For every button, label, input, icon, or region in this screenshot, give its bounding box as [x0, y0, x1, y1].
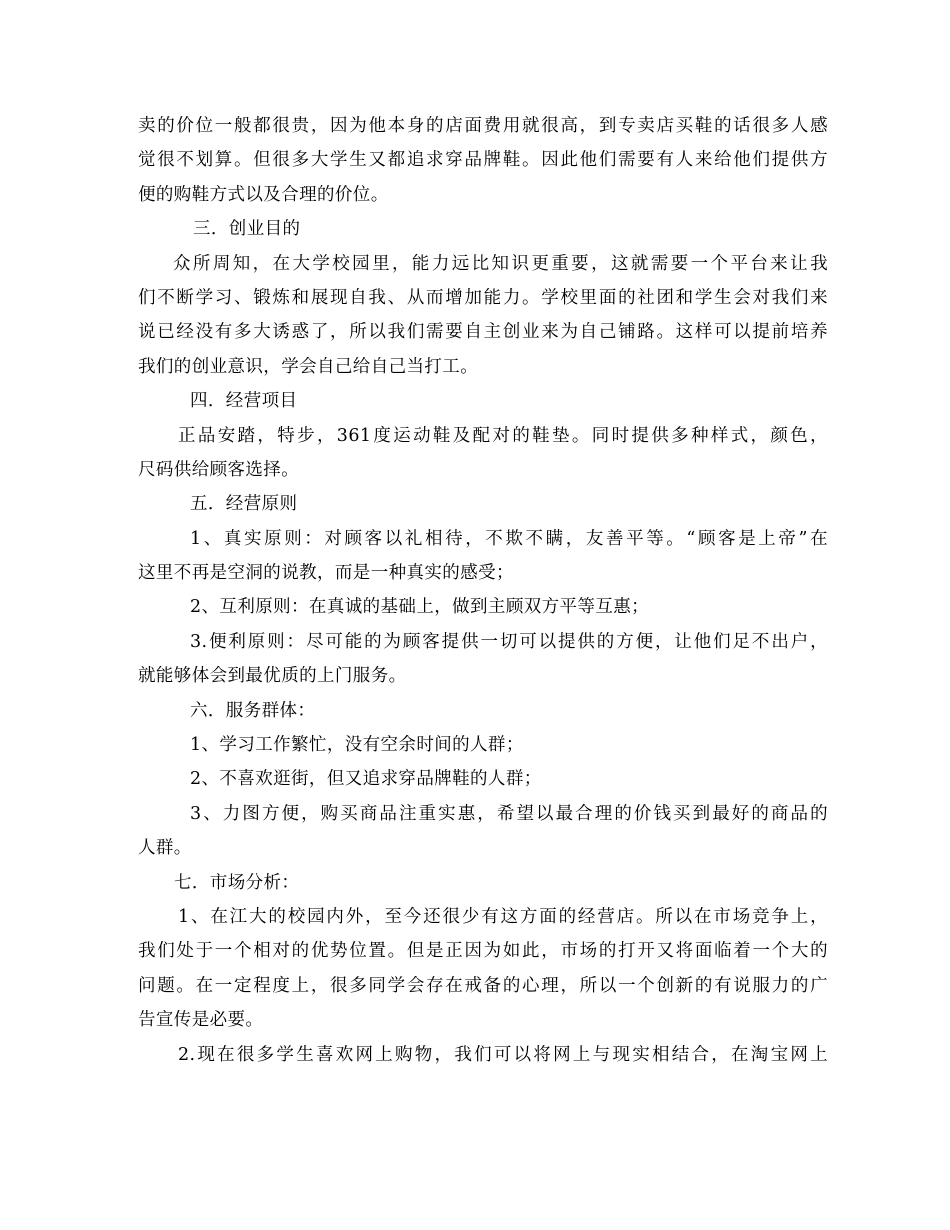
paragraph-line: 这里不再是空洞的说教，而是一种真实的感受； — [138, 563, 514, 584]
section-heading: 四．经营项目 — [190, 391, 298, 412]
document-body — [138, 109, 828, 1072]
list-item: 1、在江大的校园内外，至今还很少有这方面的经营店。所以在市场竞争上， — [178, 906, 828, 927]
paragraph-line: 们不断学习、锻炼和展现自我、从而增加能力。学校里面的社团和学生会对我们来 — [138, 287, 828, 308]
section-heading: 三．创业目的 — [193, 219, 301, 240]
paragraph-line: 觉很不划算。但很多大学生又都追求穿品牌鞋。因此他们需要有人来给他们提供方 — [138, 150, 828, 171]
paragraph-line: 卖的价位一般都很贵，因为他本身的店面费用就很高，到专卖店买鞋的话很多人感 — [138, 116, 828, 136]
list-item: 3.便利原则：尽可能的为顾客提供一切可以提供的方便，让他们足不出户， — [190, 631, 828, 652]
paragraph-line: 众所周知，在大学校园里，能力远比知识更重要，这就需要一个平台来让我 — [173, 253, 828, 274]
list-item: 2.现在很多学生喜欢网上购物，我们可以将网上与现实相结合，在淘宝网上 — [178, 1044, 828, 1065]
paragraph-line: 我们处于一个相对的优势位置。但是正因为如此，市场的打开又将面临着一个大的 — [138, 941, 828, 962]
paragraph-line: 正品安踏，特步，361度运动鞋及配对的鞋垫。同时提供多种样式，颜色， — [178, 425, 828, 446]
paragraph-line: 问题。在一定程度上，很多同学会存在戒备的心理，所以一个创新的有说服力的广 — [138, 975, 828, 996]
paragraph-line: 尺码供给顾客选择。 — [138, 459, 300, 480]
section-heading: 七．市场分析： — [174, 872, 300, 893]
paragraph-line: 说已经没有多大诱惑了，所以我们需要自主创业来为自己铺路。这样可以提前培养 — [138, 322, 828, 343]
paragraph-line: 人群。 — [138, 838, 192, 859]
list-item: 2、互利原则：在真诚的基础上，做到主顾双方平等互惠； — [190, 597, 650, 618]
list-item: 3、力图方便，购买商品注重实惠，希望以最合理的价钱买到最好的商品的 — [190, 803, 828, 824]
list-item: 2、不喜欢逛街，但又追求穿品牌鞋的人群； — [190, 769, 542, 790]
paragraph-line: 我们的创业意识，学会自己给自己当打工。 — [138, 356, 479, 377]
section-heading: 五．经营原则 — [190, 494, 298, 515]
paragraph-line: 告宣传是必要。 — [138, 1010, 264, 1031]
paragraph-line: 就能够体会到最优质的上门服务。 — [138, 666, 407, 687]
section-heading: 六．服务群体： — [190, 700, 316, 721]
list-item: 1、学习工作繁忙，没有空余时间的人群； — [190, 735, 524, 756]
list-item: 1、真实原则：对顾客以礼相待，不欺不瞒，友善平等。“顾客是上帝”在 — [190, 528, 828, 549]
paragraph-line: 便的购鞋方式以及合理的价位。 — [138, 184, 389, 205]
